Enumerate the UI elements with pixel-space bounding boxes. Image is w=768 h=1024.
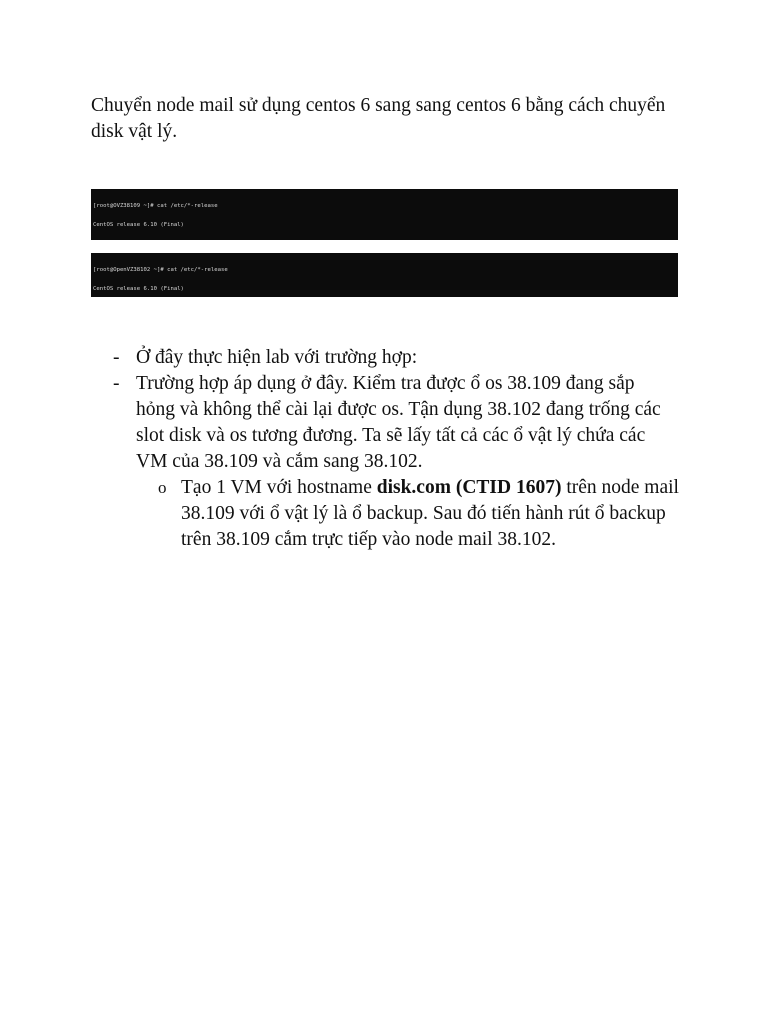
terminal-line: CentOS release 6.10 (Final) (93, 222, 184, 229)
terminal-line: CentOS release 6.10 (Final) (93, 286, 184, 293)
sub-list-marker: o (158, 478, 167, 497)
hostname-highlight: disk.com (CTID 1607) (376, 477, 562, 498)
sub-text-part: trên node mail 38.109 với ổ vật lý là ổ backup. Sau đó tiến hành rút ổ backup trên 38.109 cắm trực tiếp vào node mail 38.102. (181, 477, 679, 550)
terminal-line: [root@OpenVZ38102 ~]# cat /etc/*-release (93, 267, 228, 274)
list-marker: - (113, 347, 120, 368)
list-item-text: Trường hợp áp dụng ở đây. Kiểm tra được ổ os 38.109 đang sắp hỏng và không thể cài lại được os. Tận dụng 38.102 đang trống các slot disk và os tương đương. Ta sẽ lấy tất cả các ổ vật lý chứa các VM của 38.109 và cắm sang 38.102. (136, 373, 661, 472)
document-title: Chuyển node mail sử dụng centos 6 sang sang centos 6 bằng cách chuyển disk vật lý. (91, 95, 666, 142)
terminal-screenshot-38102 (91, 253, 678, 297)
sub-list-item-text (181, 475, 681, 553)
sub-text-part: Tạo 1 VM với hostname (181, 477, 377, 498)
terminal-screenshot-38109 (91, 189, 678, 240)
list-marker: - (113, 373, 120, 394)
list-item-text: Ở đây thực hiện lab với trường hợp: (136, 347, 418, 368)
terminal-line: [root@OVZ38109 ~]# cat /etc/*-release (93, 203, 218, 210)
